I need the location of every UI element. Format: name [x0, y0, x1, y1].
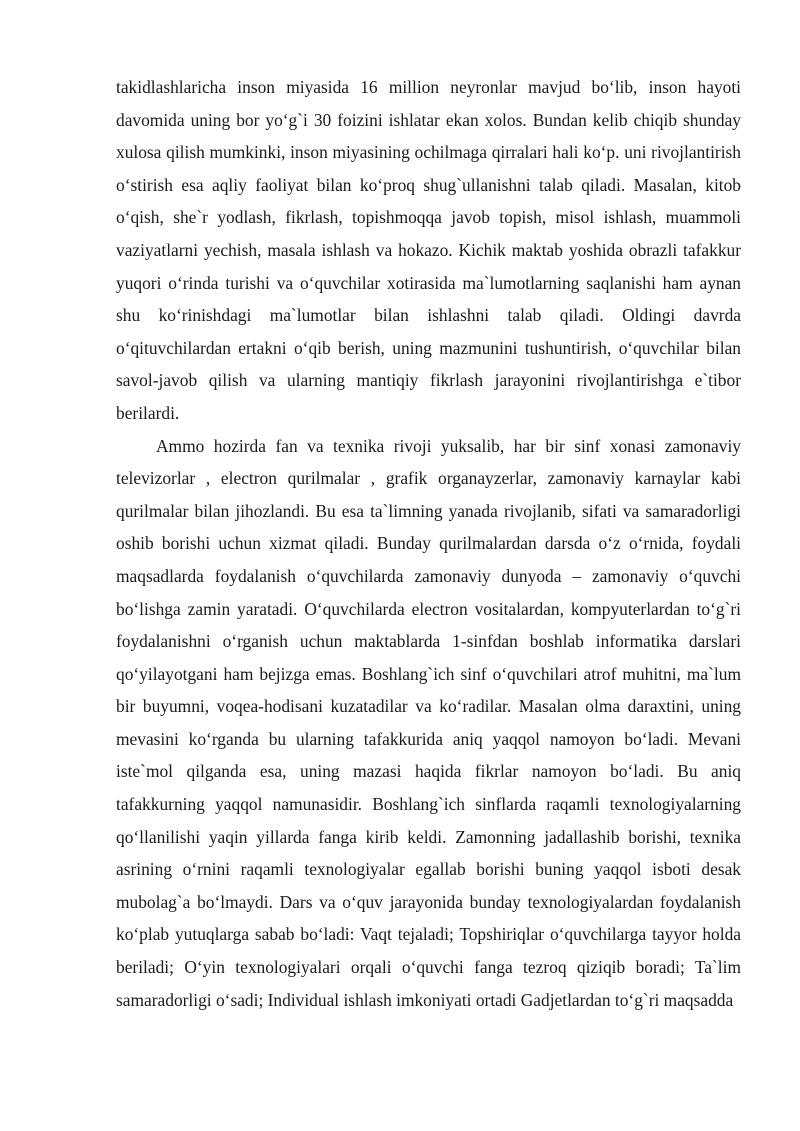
- paragraph: Ammo hozirda fan va texnika rivoji yuksalib, har bir sinf xonasi zamonaviy televizorlar , electron qurilmalar , grafik organayzerlar, zamonaviy karnaylar kabi qurilmalar bilan jihozlandi. Bu esa ta`limning yanada rivojlanib, sifati va samaradorligi oshib borishi uchun xizmat qiladi. Bunday qurilmalardan darsda o‘z o‘rnida, foydali maqsadlarda foydalanish o‘quvchilarda zamonaviy dunyoda – zamonaviy o‘quvchi bo‘lishga zamin yaratadi. O‘quvchilarda electron vositalardan, kompyuterlardan to‘g`ri foydalanishni o‘rganish uchun maktablarda 1-sinfdan boshlab informatika darslari qo‘yilayotgani ham bejizga emas. Boshlang`ich sinf o‘quvchilari atrof muhitni, ma`lum bir buyumni, voqea-hodisani kuzatadilar va ko‘radilar. Masalan olma daraxtini, uning mevasini ko‘rganda bu ularning tafakkurida aniq yaqqol namoyon bo‘ladi. Mevani iste`mol qilganda esa, uning mazasi haqida fikrlar namoyon bo‘ladi. Bu aniq tafakkurning yaqqol namunasidir. Boshlang`ich sinflarda raqamli texnologiyalarning qo‘llanilishi yaqin yillarda fanga kirib keldi. Zamonning jadallashib borishi, texnika asrining o‘rnini raqamli texnologiyalar egallab borishi buning yaqqol isboti desak mubolag`a bo‘lmaydi. Dars va o‘quv jarayonida bunday texnologiyalardan foydalanish ko‘plab yutuqlarga sabab bo‘ladi: Vaqt tejaladi; Topshiriqlar o‘quvchilarga tayyor holda beriladi; O‘yin texnologiyalari orqali o‘quvchi fanga tezroq qiziqib boradi; Ta`lim samaradorligi o‘sadi; Individual ishlash imkoniyati ortadi Gadjetlardan to‘g`ri maqsadda: [116, 435, 741, 1010]
- paragraph-continued: takidlashlaricha inson miyasida 16 million neyronlar mavjud bo‘lib, inson hayoti davomida uning bor yo‘g`i 30 foizini ishlatar ekan xolos. Bundan kelib chiqib shunday xulosa qilish mumkinki, inson miyasining ochilmaga qirralari hali ko‘p. uni rivojlantirish o‘stirish esa aqliy faoliyat bilan ko‘proq shug`ullanishni talab qiladi. Masalan, kitob o‘qish, she`r yodlash, fikrlash, topishmoqqa javob topish, misol ishlash, muammoli vaziyatlarni yechish, masala ishlash va hokazo. Kichik maktab yoshida obrazli tafakkur yuqori o‘rinda turishi va o‘quvchilar xotirasida ma`lumotlarning saqlanishi ham aynan shu ko‘rinishdagi ma`lumotlar bilan ishlashni talab qiladi. Oldingi davrda o‘qituvchilardan ertakni o‘qib berish, uning mazmunini tushuntirish, o‘quvchilar bilan savol-javob qilish va ularning mantiqiy fikrlash jarayonini rivojlantirishga e`tibor berilardi.: [116, 77, 741, 423]
- body-text: [116, 71, 741, 1016]
